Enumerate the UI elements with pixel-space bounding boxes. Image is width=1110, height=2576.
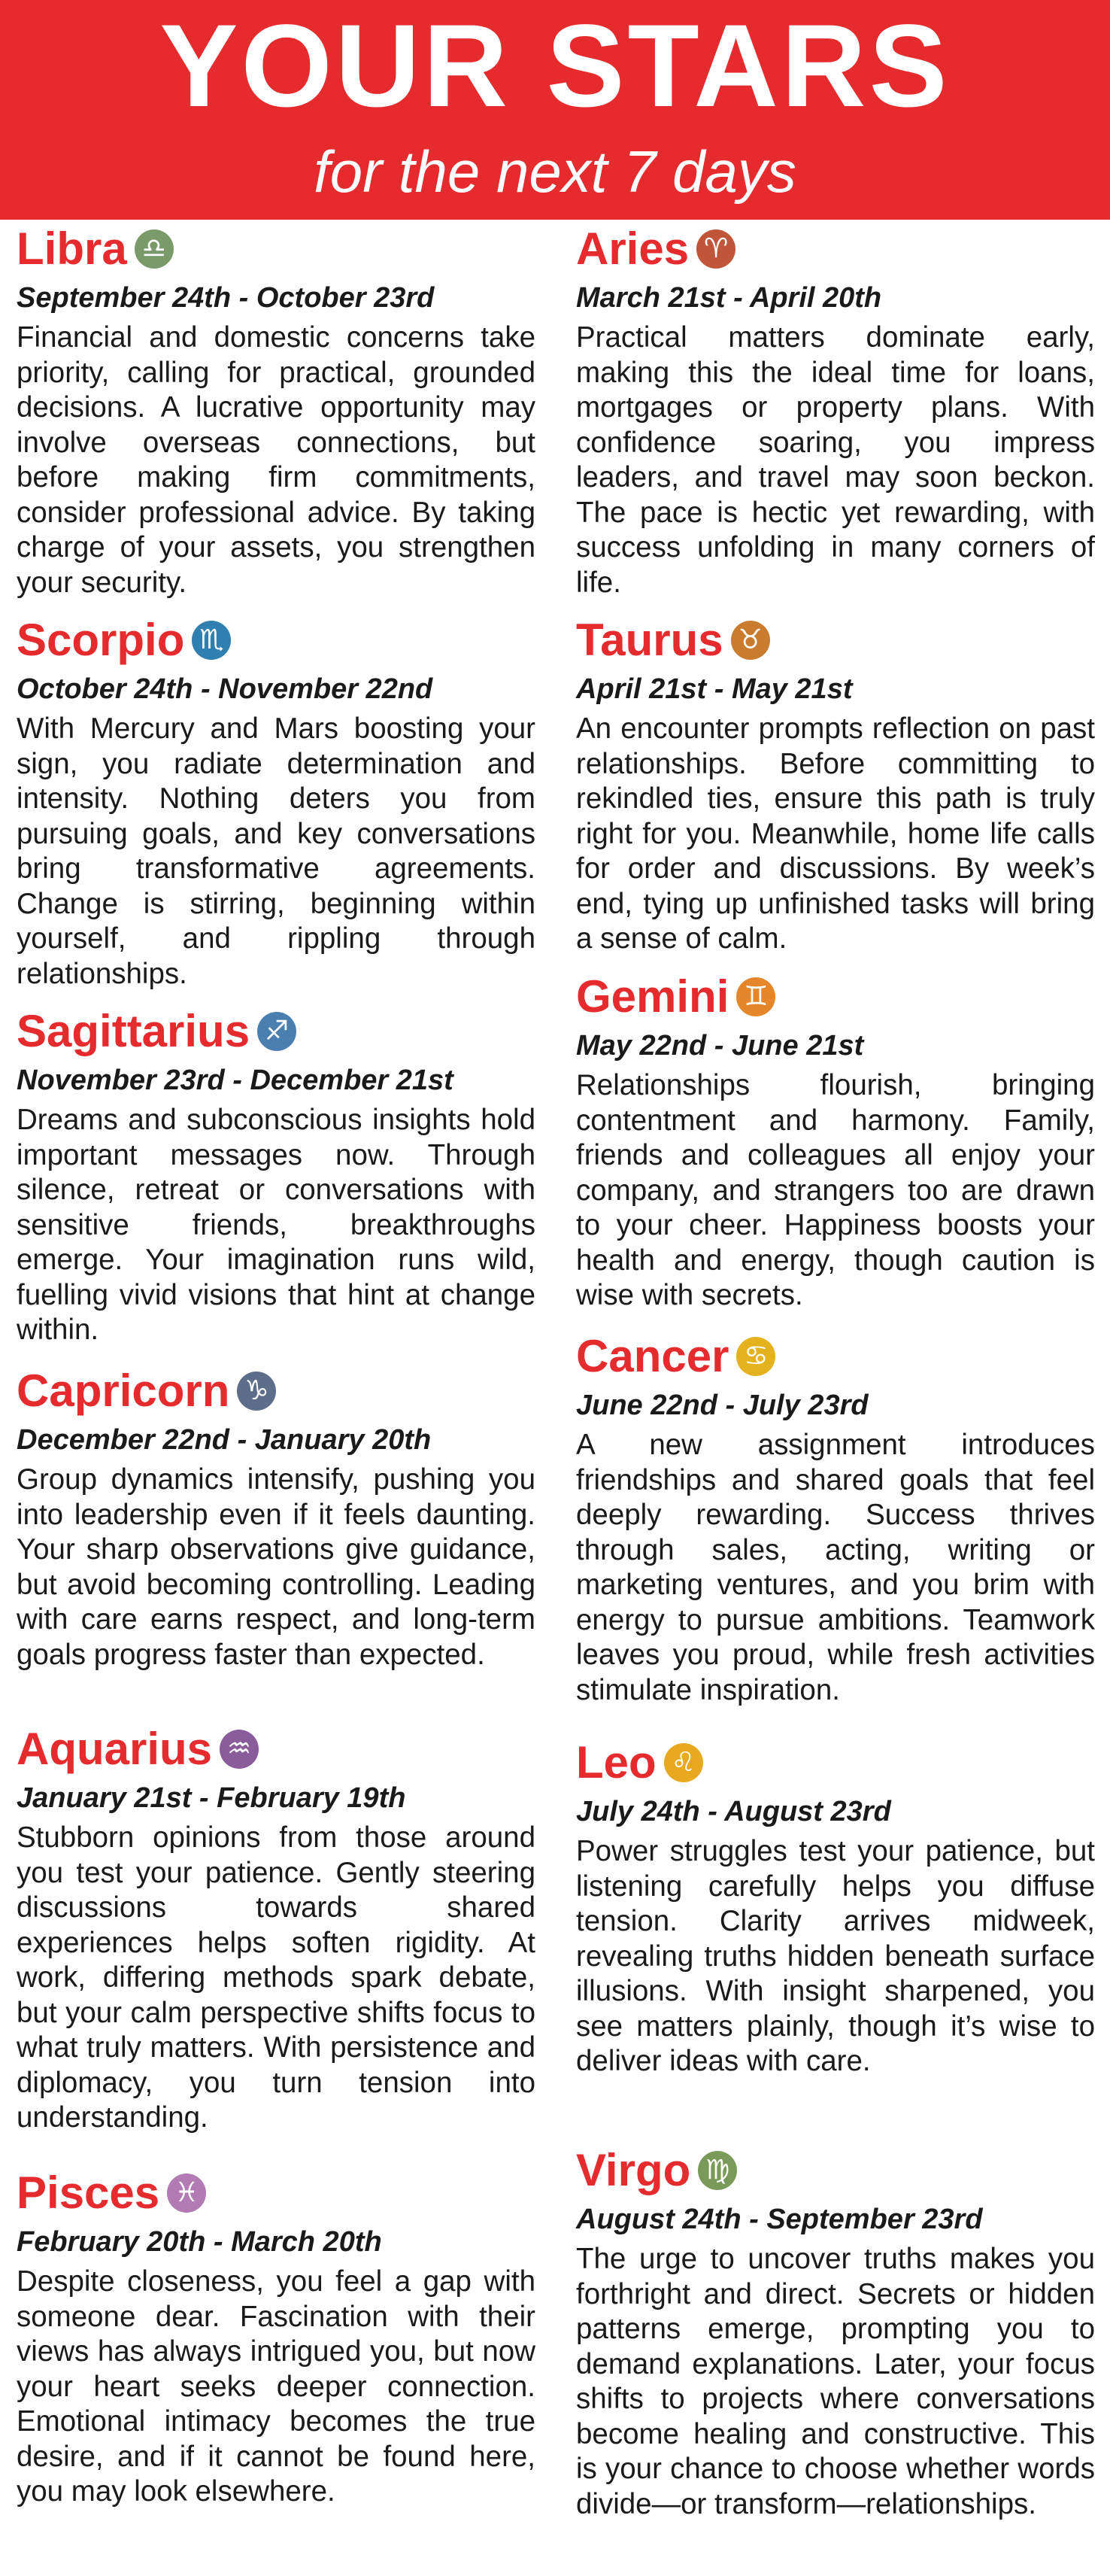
- sign-name: Aquarius: [17, 1724, 213, 1774]
- sign-name: Leo: [576, 1737, 657, 1788]
- sign-leo: [576, 1733, 1095, 2079]
- sign-forecast: Despite closeness, you feel a gap with someone dear. Fascination with their views has always intrigued you, but now your heart seeks deeper connection. Emotional intimacy becomes the true desire, and if it cannot be found here, you may look elsewhere.: [17, 2265, 535, 2508]
- sign-dates: June 22nd - July 23rd: [576, 1390, 869, 1421]
- page-subtitle: for the next 7 days: [314, 138, 796, 205]
- sign-taurus: [576, 611, 1095, 957]
- sign-dates: July 24th - August 23rd: [576, 1796, 891, 1827]
- pisces-icon: ♓: [167, 2174, 206, 2213]
- capricorn-icon: ♑: [237, 1372, 276, 1411]
- sign-forecast: Power struggles test your patience, but listening carefully helps you diffuse tension. Clarity arrives midweek, revealing truths hidden beneath surface illusions. With insight sharpened, you see matters plainly, though it’s wise to deliver ideas with care.: [576, 1835, 1095, 2077]
- gemini-icon: ♊: [736, 977, 775, 1016]
- sign-name: Pisces: [17, 2167, 160, 2218]
- sign-forecast: The urge to uncover truths makes you forthright and direct. Secrets or hidden patterns emerge, prompting you to demand explanations. Later, your focus shifts to projects where conversations become healing and constructive. This is your chance to choose whether words divide—or transform—relationships.: [576, 2243, 1095, 2520]
- sign-forecast: With Mercury and Mars boosting your sign, you radiate determination and intensity. Nothing deters you from pursuing goals, and key conversations bring transformative agreements. Change is stirring, beginning within yourself, and rippling through relationships.: [17, 712, 535, 990]
- sign-dates: December 22nd - January 20th: [17, 1424, 432, 1456]
- sign-scorpio: [17, 611, 535, 992]
- sign-forecast: Group dynamics intensify, pushing you into leadership even if it feels daunting. Your sharp observations give guidance, but avoid becoming controlling. Leading with care earns respect, and long-term goals progress faster than expected.: [17, 1463, 535, 1671]
- sign-forecast: Relationships flourish, bringing contentment and harmony. Family, friends and colleagues all enjoy your company, and strangers too are drawn to your cheer. Happiness boosts your health and energy, though caution is wise with secrets.: [576, 1069, 1095, 1311]
- sign-forecast: Practical matters dominate early, making this the ideal time for loans, mortgages or property plans. With confidence soaring, you impress leaders, and travel may soon beckon. The pace is hectic yet rewarding, with success unfolding in many corners of life.: [576, 321, 1095, 599]
- sign-name: Taurus: [576, 615, 723, 665]
- scorpio-icon: ♏: [192, 621, 231, 660]
- sign-name: Virgo: [576, 2145, 691, 2195]
- sign-name: Libra: [17, 223, 127, 274]
- libra-icon: ♎: [135, 229, 174, 269]
- sign-forecast: A new assignment introduces friendships and shared goals that feel deeply rewarding. Success thrives through sales, acting, writing or marketing ventures, and you brim with energy to pursue ambitions. Teamwork leaves you proud, while fresh activities stimulate inspiration.: [576, 1429, 1095, 1706]
- sign-name: Gemini: [576, 971, 729, 1022]
- sign-aries: [576, 220, 1095, 600]
- aquarius-icon: ♒: [220, 1730, 259, 1769]
- sign-name: Sagittarius: [17, 1006, 250, 1056]
- sign-dates: January 21st - February 19th: [17, 1782, 406, 1814]
- sign-libra: [17, 220, 535, 600]
- sign-forecast: Stubborn opinions from those around you test your patience. Gently steering discussions towards shared experiences helps soften rigidity. At work, differing methods spark debate, but your calm perspective shifts focus to what truly matters. With persistence and diplomacy, you turn tension into understanding.: [17, 1821, 535, 2134]
- sign-virgo: [576, 2141, 1095, 2522]
- page-title: YOUR STARS: [159, 1, 951, 132]
- taurus-icon: ♉: [731, 621, 770, 660]
- sign-name: Aries: [576, 223, 690, 274]
- sign-dates: October 24th - November 22nd: [17, 673, 433, 705]
- sign-dates: November 23rd - December 21st: [17, 1065, 453, 1096]
- cancer-icon: ♋: [736, 1337, 775, 1376]
- sign-sagittarius: [17, 1002, 535, 1348]
- sagittarius-icon: ♐: [257, 1012, 296, 1051]
- sign-capricorn: [17, 1362, 535, 1672]
- sign-pisces: [17, 2164, 535, 2510]
- sign-dates: May 22nd - June 21st: [576, 1030, 864, 1062]
- sign-forecast: Dreams and subconscious insights hold important messages now. Through silence, retreat or conversations with sensitive friends, breakthroughs emerge. Your imagination runs wild, fuelling vivid visions that hint at change within.: [17, 1104, 535, 1346]
- sign-name: Cancer: [576, 1331, 729, 1381]
- sign-cancer: [576, 1327, 1095, 1708]
- sign-aquarius: [17, 1720, 535, 2136]
- sign-dates: August 24th - September 23rd: [576, 2204, 983, 2235]
- virgo-icon: ♍: [698, 2151, 737, 2190]
- sign-forecast: An encounter prompts reflection on past relationships. Before committing to rekindled ties, ensure this path is truly right for you. Meanwhile, home life calls for order and discussions. By week’s end, tying up unfinished tasks will bring a sense of calm.: [576, 712, 1095, 955]
- leo-icon: ♌: [664, 1743, 703, 1782]
- sign-name: Capricorn: [17, 1365, 230, 1416]
- sign-dates: March 21st - April 20th: [576, 282, 882, 314]
- header-banner: [0, 0, 1110, 220]
- sign-name: Scorpio: [17, 615, 185, 665]
- sign-dates: September 24th - October 23rd: [17, 282, 435, 314]
- sign-gemini: [576, 968, 1095, 1314]
- aries-icon: ♈: [696, 229, 735, 269]
- sign-dates: April 21st - May 21st: [576, 673, 853, 705]
- sign-forecast: Financial and domestic concerns take priority, calling for practical, grounded decisions. A lucrative opportunity may involve overseas connections, but before making firm commitments, consider professional advice. By taking charge of your assets, you strengthen your security.: [17, 321, 535, 599]
- sign-dates: February 20th - March 20th: [17, 2226, 382, 2258]
